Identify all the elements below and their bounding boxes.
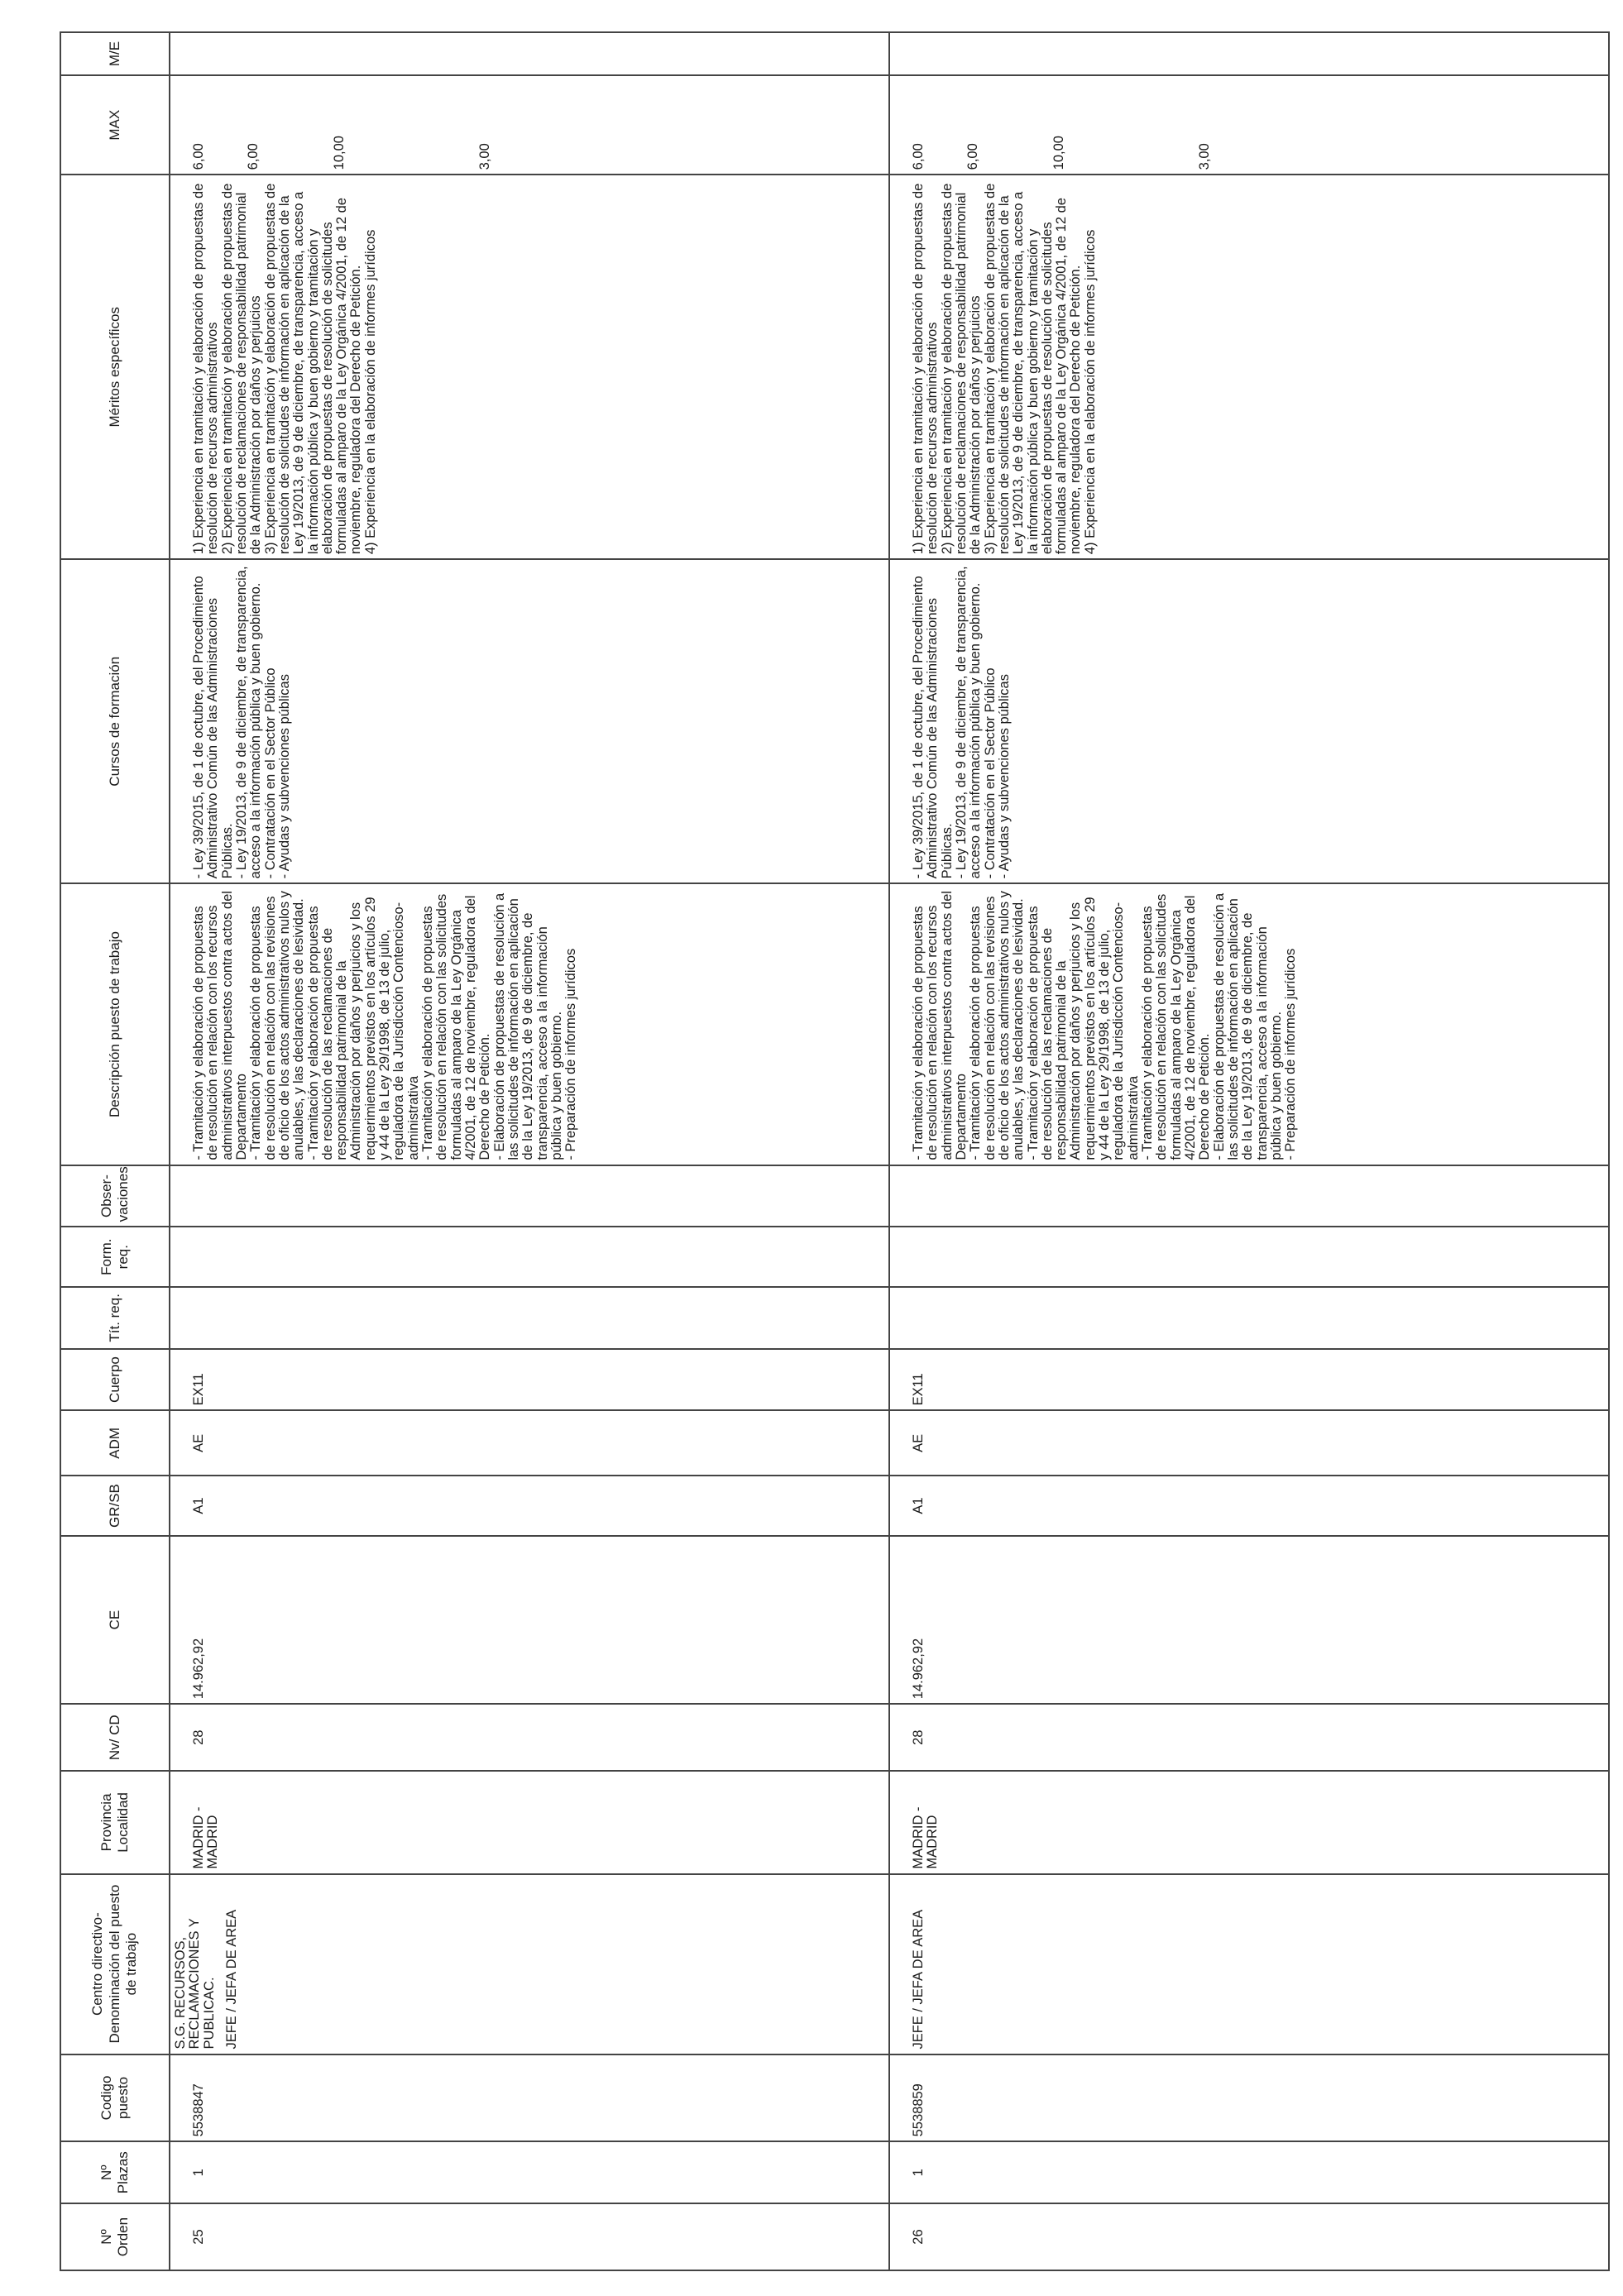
merit-item: 2) Experiencia en tramitación y elaboración de propuestas de resolución de reclamaciones de responsabilidad patrimonial de la Administración por daños y perjuicios [219,183,264,555]
cell-provincia: MADRID - MADRID [170,1771,889,1874]
col-observaciones: Obser- vaciones [60,1165,170,1227]
col-grupo: GR/SB [60,1476,170,1536]
merit-max: 10,00 [1051,136,1066,170]
cell-me [889,32,1609,75]
cell-max [889,75,1609,175]
merit-max: 6,00 [965,143,980,170]
merit-max: 10,00 [332,136,347,170]
col-orden: Nº Orden [60,2203,170,2270]
cell-centro: JEFE / JEFA DE AREA [889,1874,1609,2054]
cell-formacion-req [889,1227,1609,1287]
merit-item: 4) Experiencia en la elaboración de informes jurídicos [1082,229,1098,555]
table-row [889,32,1609,2270]
merit-max: 6,00 [911,143,926,170]
position-name: JEFE / JEFA DE AREA [223,1909,239,2050]
cell-titulacion [170,1287,889,1349]
col-plazas: Nº Plazas [60,2141,170,2203]
cell-observaciones [889,1165,1609,1227]
cell-grupo: A1 [889,1476,1609,1536]
cell-centro [170,1874,889,2054]
col-formacion-req: Form. req. [60,1227,170,1287]
cell-orden: 26 [889,2203,1609,2270]
merit-max: 6,00 [191,143,206,170]
merit-max: 6,00 [246,143,261,170]
col-cursos: Cursos de formación [60,559,170,883]
unit-name: S.G. RECURSOS, RECLAMACIONES Y PUBLICAC. [173,1918,217,2050]
cell-nivel: 28 [170,1704,889,1771]
col-meritos: Méritos específicos [60,175,170,559]
cell-grupo: A1 [170,1476,889,1536]
cell-ce: 14.962,92 [889,1536,1609,1704]
cell-provincia: MADRID - MADRID [889,1771,1609,1874]
table-row [170,32,889,2270]
cell-cursos: - Ley 39/2015, de 1 de octubre, del Procedimiento Administrativo Común de las Administraciones Públicas. - Ley 19/2013, de 9 de diciembre, de transparencia, acceso a la información pública y buen gobierno. - Contratación en el Sector Público - Ayudas y subvenciones públicas [889,559,1609,883]
col-ce: CE [60,1536,170,1704]
cell-me [170,32,889,75]
cell-plazas: 1 [889,2141,1609,2203]
job-positions-table [60,31,1610,2271]
col-nivel: Nv/ CD [60,1704,170,1771]
cell-codigo: 5538859 [889,2054,1609,2142]
cell-adm: AE [170,1410,889,1476]
cell-nivel: 28 [889,1704,1609,1771]
cell-meritos [889,175,1609,559]
col-max: MAX [60,75,170,175]
merit-max: 3,00 [1197,143,1212,170]
cell-meritos [170,175,889,559]
col-me: M/E [60,32,170,75]
merit-item: 4) Experiencia en la elaboración de informes jurídicos [362,229,378,555]
cell-plazas: 1 [170,2141,889,2203]
cell-ce: 14.962,92 [170,1536,889,1704]
cell-formacion-req [170,1227,889,1287]
col-provincia: Provincia Localidad [60,1771,170,1874]
cell-observaciones [170,1165,889,1227]
col-titulacion: Tít. req. [60,1287,170,1349]
cell-adm: AE [889,1410,1609,1476]
cell-cursos: - Ley 39/2015, de 1 de octubre, del Procedimiento Administrativo Común de las Administraciones Públicas. - Ley 19/2013, de 9 de diciembre, de transparencia, acceso a la información pública y buen gobierno. - Contratación en el Sector Público - Ayudas y subvenciones públicas [170,559,889,883]
col-cuerpo: Cuerpo [60,1349,170,1411]
merit-item: 1) Experiencia en tramitación y elaboración de propuestas de resolución de recursos administrativos [911,183,941,555]
merit-item: 2) Experiencia en tramitación y elaboración de propuestas de resolución de reclamaciones de responsabilidad patrimonial de la Administración por daños y perjuicios [939,183,984,555]
col-descripcion: Descripción puesto de trabajo [60,883,170,1165]
header-row [60,32,170,2270]
cell-cuerpo: EX11 [889,1349,1609,1411]
cell-cuerpo: EX11 [170,1349,889,1411]
cell-max [170,75,889,175]
merit-item: 1) Experiencia en tramitación y elaboración de propuestas de resolución de recursos administrativos [191,183,221,555]
cell-descripcion: - Tramitación y elaboración de propuestas de resolución en relación con los recursos administrativos interpuestos contra actos del Departamento - Tramitación y elaboración de propuestas de resolución en relación con las revisiones de oficio de los actos administrativos nulos y anulables, y las declaraciones de lesividad. - Tramitación y elaboración de propuestas de resolución de las reclamaciones de responsabilidad patrimonial de la Administración por daños y perjuicios y los requerimientos previstos en los artículos 29 y 44 de la Ley 29/1998, de 13 de julio, reguladora de la Jurisdicción Contencioso-administrativa - Tramitación y elaboración de propuestas de resolución en relación con las solicitudes formuladas al amparo de la Ley Orgánica 4/2001, de 12 de noviembre, reguladora del Derecho de Petición. - Elaboración de propuestas de resolución a las solicitudes de información en aplicación de la Ley 19/2013, de 9 de diciembre, de transparencia, acceso a la información pública y buen gobierno. - Preparación de informes jurídicos [889,883,1609,1165]
merit-item: 3) Experiencia en tramitación y elaboración de propuestas de resolución de solicitudes de información en aplicación de la Ley 19/2013, de 9 de diciembre, de transparencia, acceso a la información pública y buen gobierno y tramitación y elaboración de propuestas de resolución de solicitudes formuladas al amparo de la Ley Orgánica 4/2001, de 12 de noviembre, reguladora del Derecho de Petición. [982,183,1084,555]
col-adm: ADM [60,1410,170,1476]
cell-orden: 25 [170,2203,889,2270]
col-centro: Centro directivo-Denominación del puesto de trabajo [60,1874,170,2054]
cell-codigo: 5538847 [170,2054,889,2142]
col-codigo: Codigo puesto [60,2054,170,2142]
merit-max: 3,00 [477,143,492,170]
cell-descripcion: - Tramitación y elaboración de propuestas de resolución en relación con los recursos administrativos interpuestos contra actos del Departamento - Tramitación y elaboración de propuestas de resolución en relación con las revisiones de oficio de los actos administrativos nulos y anulables, y las declaraciones de lesividad. - Tramitación y elaboración de propuestas de resolución de las reclamaciones de responsabilidad patrimonial de la Administración por daños y perjuicios y los requerimientos previstos en los artículos 29 y 44 de la Ley 29/1998, de 13 de julio, reguladora de la Jurisdicción Contencioso-administrativa - Tramitación y elaboración de propuestas de resolución en relación con las solicitudes formuladas al amparo de la Ley Orgánica 4/2001, de 12 de noviembre, reguladora del Derecho de Petición. - Elaboración de propuestas de resolución a las solicitudes de información en aplicación de la Ley 19/2013, de 9 de diciembre, de transparencia, acceso a la información pública y buen gobierno. - Preparación de informes jurídicos [170,883,889,1165]
cell-titulacion [889,1287,1609,1349]
merit-item: 3) Experiencia en tramitación y elaboración de propuestas de resolución de solicitudes de información en aplicación de la Ley 19/2013, de 9 de diciembre, de transparencia, acceso a la información pública y buen gobierno y tramitación y elaboración de propuestas de resolución de solicitudes formuladas al amparo de la Ley Orgánica 4/2001, de 12 de noviembre, reguladora del Derecho de Petición. [262,183,364,555]
